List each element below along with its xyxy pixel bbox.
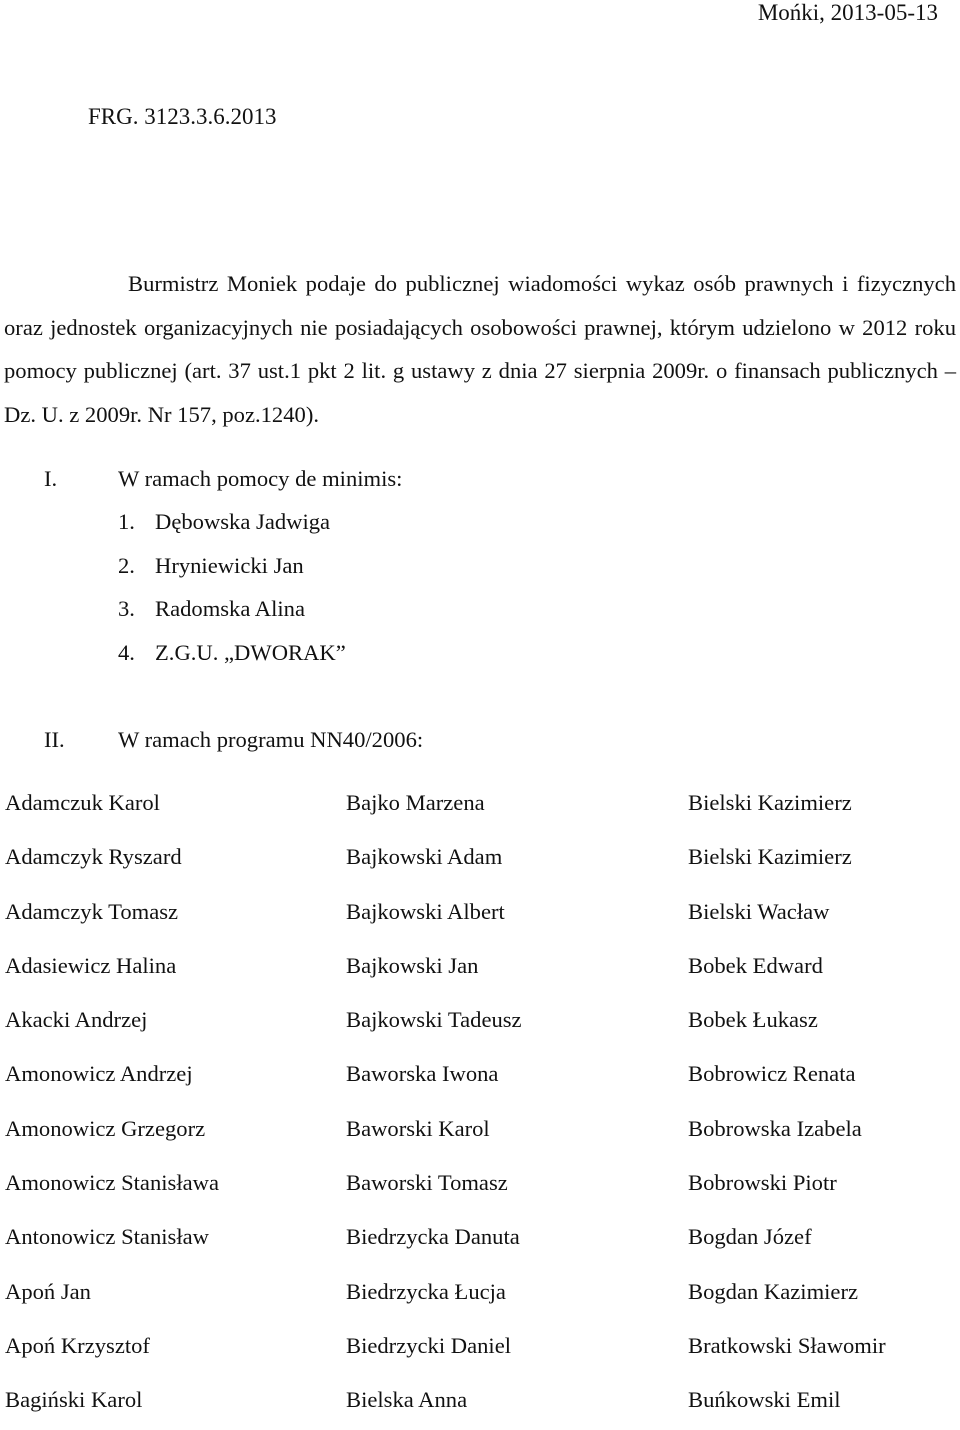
person-name: Bobrowska Izabela [688,1115,862,1141]
person-name: Bielska Anna [346,1387,468,1413]
person-name: Bogdan Józef [688,1224,812,1250]
person-name: Biedrzycka Łucja [346,1278,506,1304]
person-name: Bobrowicz Renata [688,1061,856,1087]
person-name: Biedrzycki Daniel [346,1332,511,1358]
person-name: Bratkowski Sławomir [688,1332,886,1358]
person-name: Bajkowski Tadeusz [346,1007,522,1033]
names-row [5,1158,955,1212]
person-name: Akacki Andrzej [5,1007,148,1033]
person-name: Apoń Jan [5,1278,91,1304]
names-row [5,832,955,886]
person-name: Bielski Kazimierz [688,790,852,815]
section-number: II. [44,727,65,752]
person-name: Bobek Edward [688,952,823,978]
list-item-number: 4. [118,639,135,665]
list-item-number: 3. [118,596,135,621]
person-name: Bielski Wacław [688,898,830,924]
list-item-name: Radomska Alina [155,596,305,621]
person-name: Buńkowski Emil [688,1387,841,1413]
names-row [5,1104,955,1158]
person-name: Amonowicz Grzegorz [5,1115,206,1141]
beneficiaries-grid [5,778,955,1430]
list-item-name: Hryniewicki Jan [155,552,304,578]
person-name: Bajkowski Adam [346,844,503,870]
person-name: Apoń Krzysztof [5,1332,150,1358]
person-name: Bajkowski Jan [346,952,479,978]
document-date: Mońki, 2013-05-13 [757,0,938,25]
names-row [5,1321,955,1375]
names-row [5,887,955,941]
names-row [5,941,955,995]
person-name: Bobek Łukasz [688,1007,818,1033]
person-name: Adamczuk Karol [5,790,160,815]
person-name: Baworska Iwona [346,1061,499,1087]
person-name: Adasiewicz Halina [5,952,177,978]
person-name: Adamczyk Tomasz [5,898,179,924]
person-name: Bobrowski Piotr [688,1170,837,1196]
names-row [5,1212,955,1266]
list-item-number: 1. [118,509,135,534]
person-name: Amonowicz Andrzej [5,1061,193,1087]
names-row [5,1267,955,1321]
names-row [5,778,955,832]
person-name: Bogdan Kazimierz [688,1278,859,1304]
list-item-name: Z.G.U. „DWORAK” [155,639,346,665]
person-name: Bagiński Karol [5,1387,143,1413]
section-title: W ramach programu NN40/2006: [118,727,424,752]
person-name: Bielski Kazimierz [688,844,852,870]
reference-number: FRG. 3123.3.6.2013 [88,104,277,129]
names-row [5,1375,955,1429]
person-name: Bajko Marzena [346,790,485,815]
intro-paragraph: Burmistrz Moniek podaje do publicznej wiadomości wykaz osób prawnych i fizycznych oraz jednostek organizacyjnych nie posiadających osobowości prawnej, którym udzielono w 2012 roku pomocy publicznej (art. 37 ust.1 pkt 2 lit. g ustawy z dnia 27 sierpnia 2009r. o finansach publicznych – Dz. U. z 2009r. Nr 157, poz.1240). [4,271,956,427]
section-number: I. [44,466,58,491]
person-name: Biedrzycka Danuta [346,1224,520,1250]
person-name: Adamczyk Ryszard [5,844,182,870]
person-name: Amonowicz Stanisława [5,1170,219,1196]
person-name: Bajkowski Albert [346,898,505,924]
section-title: W ramach pomocy de minimis: [118,466,403,491]
person-name: Baworski Karol [346,1115,490,1141]
names-row [5,995,955,1049]
person-name: Baworski Tomasz [346,1170,508,1196]
list-item-number: 2. [118,552,135,578]
list-item-name: Dębowska Jadwiga [155,509,331,534]
names-row [5,1049,955,1103]
person-name: Antonowicz Stanisław [5,1224,209,1250]
